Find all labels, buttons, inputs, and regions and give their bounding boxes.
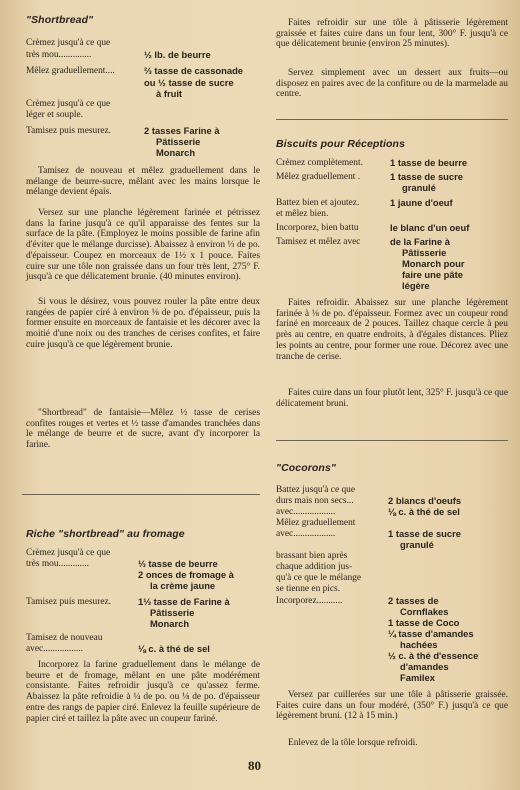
ingredient-value: ⅔ tasse de cassonade: [144, 65, 244, 76]
ingredient-value: 1 tasse de sucre: [390, 171, 463, 182]
ingredient-label: Incorporez, bien battu: [276, 223, 359, 233]
ingredient-value: 2 blancs d'oeufs: [388, 495, 462, 506]
ingredient-label: Crèmez complètement.: [276, 158, 363, 168]
ingredient-label: Tamisez et mêlez avec: [276, 237, 361, 247]
ingredient-label: avec..................: [276, 507, 336, 517]
ingredient-value: Familex: [400, 672, 435, 683]
instruction-paragraph: Servez simplement avec un dessert aux fruits—ou disposez en paires avec de la confiture ou de la marmelade au centre.: [276, 68, 508, 100]
recipe-title-biscuits: Biscuits pour Réceptions: [276, 138, 406, 150]
ingredient-label: durs mais non secs...: [276, 496, 354, 506]
ingredient-label: léger et souple.: [26, 110, 84, 120]
ingredient-value: granulé: [400, 539, 434, 550]
section-divider: [22, 494, 260, 495]
ingredient-value: 2 tasses de: [388, 595, 439, 606]
ingredient-label: Incorporez...........: [276, 596, 343, 606]
ingredient-label: et mêlez bien.: [276, 209, 329, 219]
ingredient-value: 2 onces de fromage à: [138, 569, 234, 580]
ingredient-value: le blanc d'un oeuf: [390, 222, 470, 233]
instruction-paragraph: Si vous le désirez, vous pouvez rouler la pâte entre deux rangées de papier ciré à environ ⅛ de po. d'épaisseur, puis la former ensuite en morceaux de fantaisie et les décorer avec la moitié d'une noix ou des tranches de cerises confites, et faire cuire jusqu'à ce que légèrement brunie.: [26, 297, 260, 350]
ingredient-value: hachées: [400, 639, 438, 650]
ingredient-label: se tienne en pics.: [276, 584, 341, 594]
ingredient-value: ½ c. à thé d'essence: [388, 650, 479, 661]
instruction-paragraph: Faites refroidir. Abaissez sur une planche légèrement farinée à ⅛ de po. d'épaisseur. Formez avec un coupeur rond fariné en morceaux de 2 pouces. Taillez chaque cercle à peu près au centre, en quatre endroits, à d'égales distances. Pliez les points au centre, pour former une roue. Décorez avec une tranche de cerise.: [276, 298, 508, 362]
ingredient-value: d'amandes: [400, 661, 449, 672]
instruction-paragraph: Faites refroidir sur une tôle à pâtisserie légèrement graissée et faites cuire dans un four lent, 300° F. jusqu'à ce que délicatement brunie (environ 25 minutes).: [276, 18, 508, 50]
ingredient-label: avec.................: [26, 644, 84, 654]
ingredient-value: ¼ tasse d'amandes: [388, 628, 474, 639]
ingredient-value: granulé: [402, 182, 436, 193]
instruction-paragraph: Enlevez de la tôle lorsque refroidi.: [288, 738, 418, 748]
ingredient-value: Pâtisserie: [150, 607, 195, 618]
ingredient-label: Battez bien et ajoutez.: [276, 198, 360, 208]
ingredient-label: Tamisez puis mesurez.: [26, 126, 111, 136]
ingredient-label: Battez jusqu'à ce que: [276, 485, 356, 495]
ingredient-value: Monarch pour: [402, 258, 465, 269]
section-divider: [276, 119, 508, 120]
ingredient-label: Tamisez puis mesurez.: [26, 597, 111, 607]
instruction-paragraph: Faites cuire dans un four plutôt lent, 325° F. jusqu'à ce que délicatement bruni.: [276, 388, 509, 409]
ingredient-label: qu'à ce que le mélange: [276, 573, 361, 583]
instruction-paragraph: Versez par cuillerées sur une tôle à pâtisserie graissée. Faites cuire dans un four modéré, (350° F.) jusqu'à ce que légèrement bruni. (12 à 15 min.): [276, 690, 508, 722]
ingredient-label: avec..................: [276, 529, 336, 539]
ingredient-value: 2 tasses Farine à: [144, 125, 220, 136]
ingredient-value: 1 tasse de beurre: [390, 157, 468, 168]
ingredient-label: Tamisez de nouveau: [26, 633, 103, 643]
ingredient-label: Mêlez graduellement .: [276, 172, 361, 182]
ingredient-value: ⅛ c. à thé de sel: [388, 506, 460, 517]
instruction-paragraph: Tamisez de nouveau et mêlez graduellement dans le mélange de beurre-sucre, mêlant avec les mains lorsque le mélange devient épais.: [26, 166, 260, 198]
ingredient-label: Crèmez jusqu'à ce que: [26, 548, 111, 558]
ingredient-label: très mou..............: [26, 50, 92, 60]
ingredient-value: Monarch: [156, 147, 196, 158]
ingredient-value: 1 tasse de Coco: [388, 617, 460, 628]
instruction-paragraph: Versez sur une planche légèrement farinée et pétrissez dans la farine jusqu'à ce qu'il apparaisse des fentes sur la surface de la pâte. (Employez le moins possible de farine afin d'éviter que le mélange durcisse). Abaissez à environ ⅓ de po. d'épaisseur. Coupez en morceaux de 1½ x 1 pouce. Faites cuire sur une tôle non graissée dans un four très lent, 275° F. jusqu'à ce que délicatement brunie. (40 minutes environ).: [26, 208, 260, 283]
recipe-title-shortbread: "Shortbread": [26, 14, 94, 26]
ingredient-value: légère: [402, 280, 430, 291]
ingredient-label: brassant bien après: [276, 551, 348, 561]
ingredient-value: la crème jaune: [150, 580, 216, 591]
ingredient-value: de la Farine à: [390, 236, 450, 247]
ingredient-label: Mêlez graduellement: [276, 518, 356, 528]
ingredient-value: Monarch: [150, 618, 190, 629]
page-number: 80: [248, 758, 261, 773]
ingredient-value: faire une pâte: [402, 269, 463, 280]
ingredient-value: 1 jaune d'oeuf: [390, 197, 453, 208]
ingredient-label: très mou.............: [26, 559, 90, 569]
ingredient-label: Crèmez jusqu'à ce que: [26, 38, 111, 48]
ingredient-label: Crèmez jusqu'à ce que: [26, 99, 111, 109]
ingredient-label: chaque addition jus-: [276, 562, 353, 572]
ingredient-value: ou ½ tasse de sucre: [144, 77, 234, 88]
ingredient-value: ⅓ tasse de beurre: [138, 558, 218, 569]
section-divider: [276, 440, 508, 441]
ingredient-value: Pâtisserie: [156, 136, 201, 147]
ingredient-value: ⅛ c. à thé de sel: [138, 643, 210, 654]
ingredient-value: ½ lb. de beurre: [144, 49, 211, 60]
recipe-title-riche: Riche "shortbread" au fromage: [26, 528, 185, 540]
ingredient-label: Mêlez graduellement....: [26, 66, 115, 76]
recipe-title-cocorons: "Cocorons": [276, 462, 336, 474]
instruction-paragraph: Incorporez la farine graduellement dans le mélange de beurre et de fromage, mêlant en une pâte modérément consistante. Faites refroidir jusqu'à ce qu'assez ferme. Abaissez la pâte refroidie à ¼ de po. ou ⅛ de po. d'épaisseur entre des rangs de papier ciré. Enlevez la feuille supérieure de papier ciré et taillez la pâte avec un coupeur fariné.: [26, 660, 260, 724]
ingredient-value: 1⅓ tasse de Farine à: [138, 596, 230, 607]
ingredient-value: Cornflakes: [400, 606, 449, 617]
ingredient-value: à fruit: [156, 88, 183, 99]
ingredient-value: Pâtisserie: [402, 247, 447, 258]
ingredient-value: 1 tasse de sucre: [388, 528, 461, 539]
instruction-paragraph: "Shortbread" de fantaisie—Mêlez ½ tasse de cerises confites rouges et vertes et ½ tasse d'amandes tranchées dans le mélange de beurre et de sucre, avant d'y incorporer la farine.: [26, 408, 260, 451]
